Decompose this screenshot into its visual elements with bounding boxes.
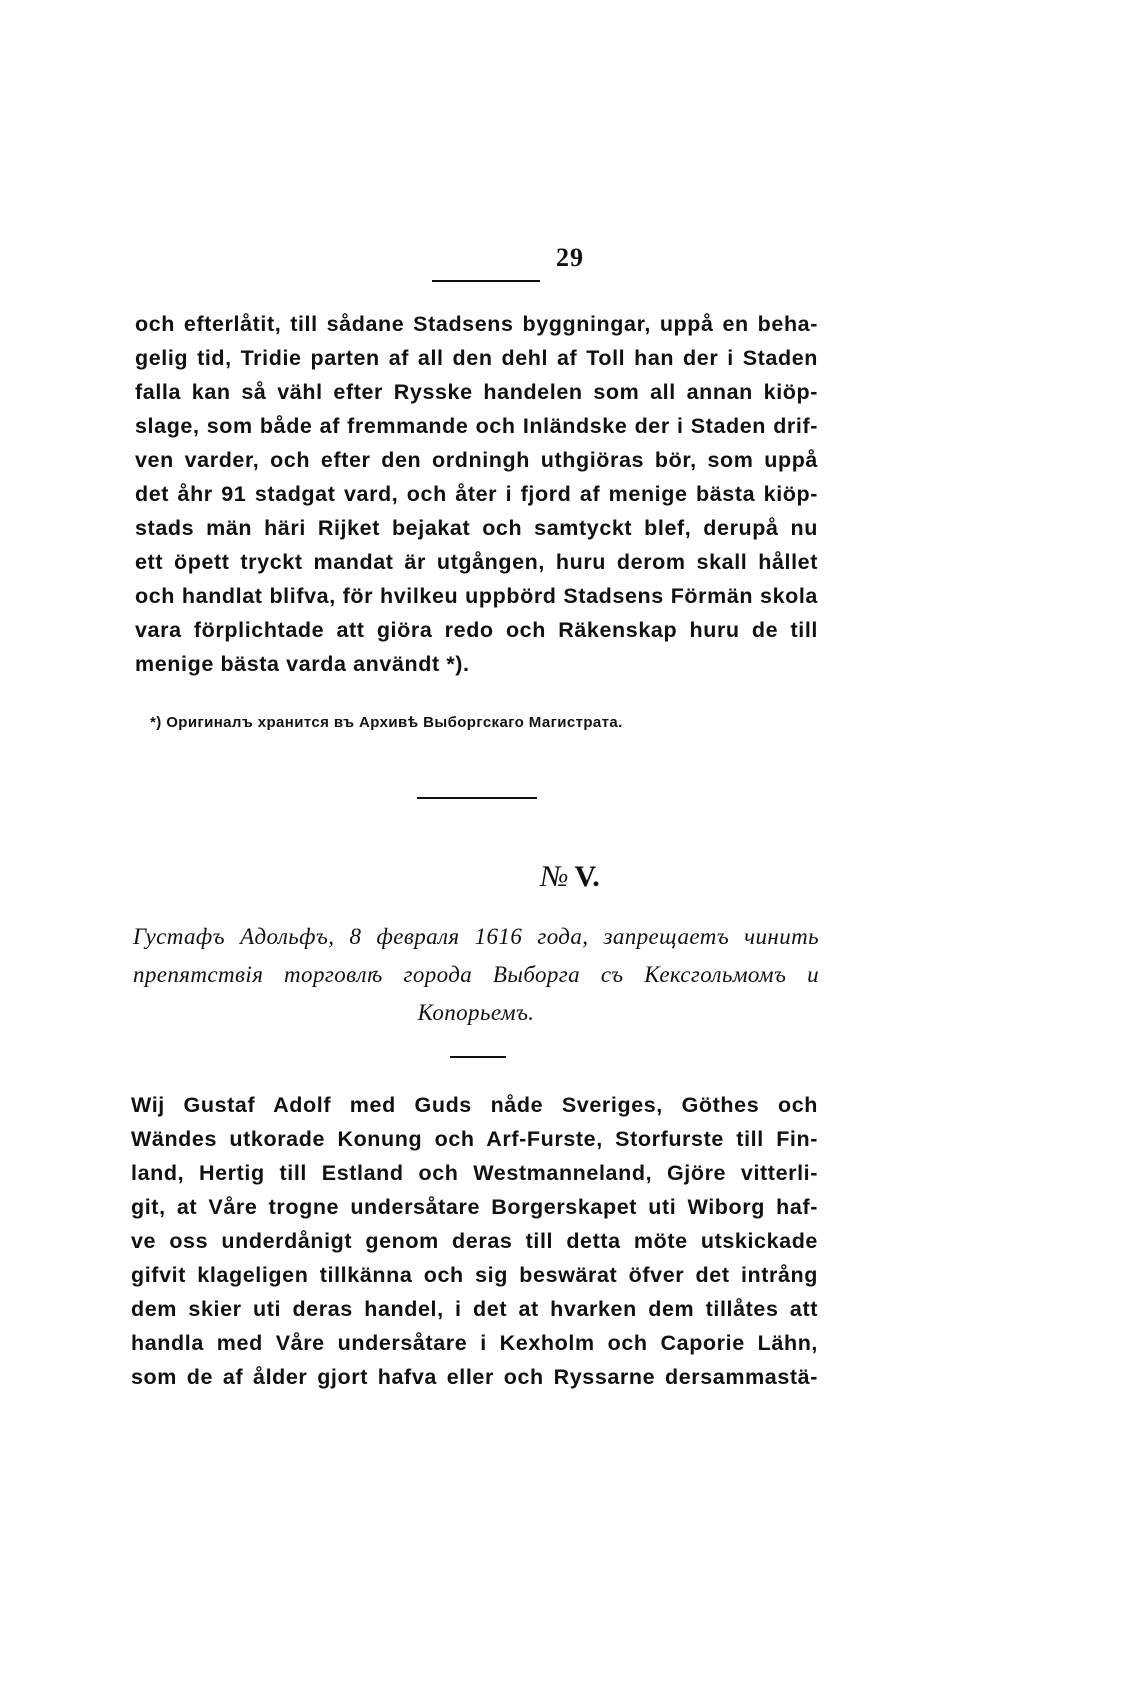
text-line: och handlat blifva, för hvilkeu uppbörd Stadsens Förmän skola xyxy=(135,584,818,608)
text-line: gifvit klageligen tillkänna och sig beswärat öfver det intrång xyxy=(131,1263,818,1287)
summary-divider xyxy=(450,1056,506,1058)
text-line: gelig tid, Tridie parten af all den dehl af Toll han der i Staden xyxy=(135,346,818,370)
text-line: Wändes utkorade Konung och Arf-Furste, Storfurste till Fin- xyxy=(131,1127,818,1151)
paragraph-1 xyxy=(135,307,818,681)
text-line: git, at Våre trogne undersåtare Borgerskapet uti Wiborg haf- xyxy=(131,1195,818,1219)
text-line: vara förplichtade att giöra redo och Räkenskap huru de till xyxy=(135,618,818,642)
summary-line: Густафъ Адольфъ, 8 февраля 1616 года, запрещаетъ чинить xyxy=(133,924,819,949)
text-line: ve oss underdånigt genom deras till detta möte utskickade xyxy=(131,1229,818,1253)
russian-summary xyxy=(133,918,819,1032)
document-number-value: V. xyxy=(574,860,600,893)
text-line: dem skier uti deras handel, i det at hvarken dem tillåtes att xyxy=(131,1297,818,1321)
text-line: falla kan så vähl efter Rysske handelen som all annan kiöp- xyxy=(135,380,818,404)
section-divider xyxy=(417,797,537,799)
paragraph-2 xyxy=(131,1088,818,1394)
footnote: *) Оригиналъ хранится въ Архивѣ Выборгскаго Магистрата. xyxy=(150,714,623,731)
summary-line: препятствія торговлѣ города Выборга съ Кексгольмомъ и xyxy=(133,962,819,987)
text-line: ven varder, och efter den ordningh uthgiöras bör, som uppå xyxy=(135,448,818,472)
document-number xyxy=(0,860,1140,894)
text-line: land, Hertig till Estland och Westmanneland, Gjöre vitterli- xyxy=(131,1161,818,1185)
text-line: ett öpett tryckt mandat är utgången, huru derom skall hållet xyxy=(135,550,818,574)
page-number: 29 xyxy=(556,243,584,272)
text-line: som de af ålder gjort hafva eller och Ryssarne dersammastä- xyxy=(131,1365,818,1389)
text-line: stads män häri Rijket bejakat och samtyckt blef, derupå nu xyxy=(135,516,818,540)
page-number-rule xyxy=(432,280,540,282)
summary-line: Копорьемъ. xyxy=(417,1000,535,1025)
text-line: handla med Våre undersåtare i Kexholm och Caporie Lähn, xyxy=(131,1331,818,1355)
text-line: Wij Gustaf Adolf med Guds nåde Sveriges, Göthes och xyxy=(131,1093,818,1117)
text-line: och efterlåtit, till sådane Stadsens byggningar, uppå en beha- xyxy=(135,312,818,336)
number-sign: № xyxy=(540,860,569,893)
text-line: menige bästa varda användt *). xyxy=(135,652,470,676)
text-line: slage, som både af fremmande och Inländske der i Staden drif- xyxy=(135,414,818,438)
text-line: det åhr 91 stadgat vard, och åter i fjord af menige bästa kiöp- xyxy=(135,482,818,506)
